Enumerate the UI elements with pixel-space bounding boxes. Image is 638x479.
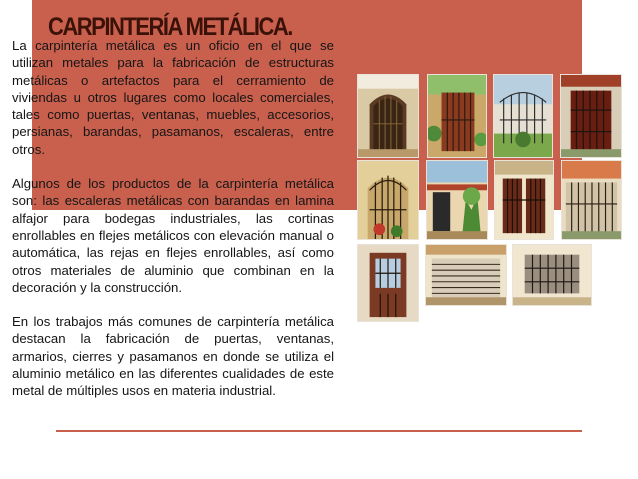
iron-door-photo (560, 74, 622, 158)
door-grille-photo (357, 244, 419, 322)
sliding-gate-photo (425, 244, 507, 306)
paragraph-products: Algunos de los productos de la carpintería metálica son: las escaleras metálicas con barandas en lamina alfajor para bodegas industriales, las cortinas enrollables en flejes metálicos con elevación manual o automática, las rejas en flejes enrollables, así como otros materiales de aluminio que combinan en la decoración y la construcción. (12, 176, 334, 295)
window-grille-photo (512, 244, 592, 306)
arched-gate-photo (357, 160, 419, 240)
garden-gate-photo (493, 74, 553, 158)
house-gate-photo (426, 160, 488, 240)
yard-gate-photo (494, 160, 554, 240)
paragraph-intro: La carpintería metálica es un oficio en el que se utilizan metales para la fabricación de estructuras metálicas o artefactos para el cerramiento de viviendas u otros lugares como locales comerciales, tales como puertas, ventanas, muebles, accesorios, persianas, barandas, pasamanos, escaleras, entre otros. (12, 38, 334, 157)
slide-title: CARPINTERÍA METÁLICA. (48, 12, 292, 41)
fence-gate-photo (561, 160, 622, 240)
gate-with-plants-photo (427, 74, 487, 158)
body-text (12, 37, 334, 417)
bottom-divider (56, 430, 582, 432)
paragraph-common-works: En los trabajos más comunes de carpintería metálica destacan la fabricación de puertas, ventanas, armarios, cierres y pasamanos en donde se utiliza el aluminio metálico en las diferentes cualidades de este metal de múltiples usos en materia industrial. (12, 314, 334, 399)
arched-door-photo (357, 74, 419, 158)
